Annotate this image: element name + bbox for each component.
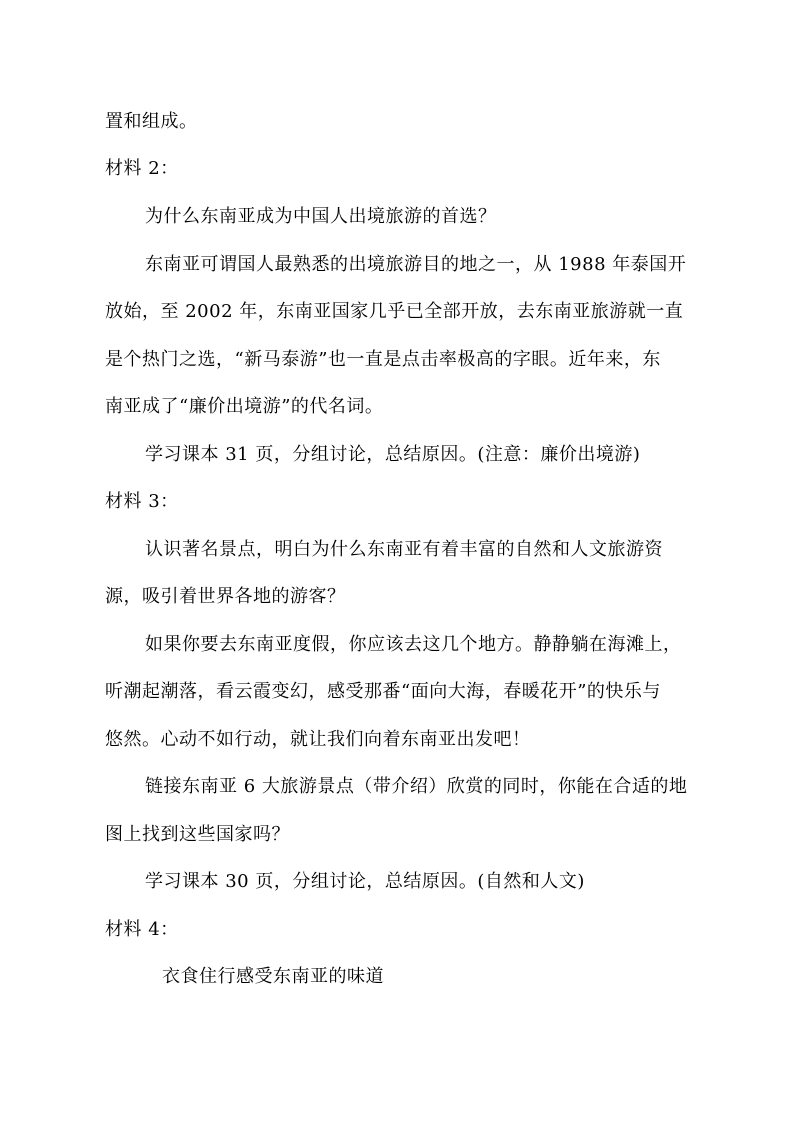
paragraph-line: 认识著名景点，明白为什么东南亚有着丰富的自然和人文旅游资 [145,539,663,560]
heading-material-4: 材料 4： [105,919,179,940]
paragraph-line: 是个热门之选，“新马泰游”也一直是点击率极高的字眼。近年来，东 [105,349,661,370]
paragraph-line: 东南亚可谓国人最熟悉的出境旅游目的地之一，从 1988 年泰国开 [145,254,687,275]
question-line: 为什么东南亚成为中国人出境旅游的首选？ [145,206,497,227]
paragraph-line: 链接东南亚 6 大旅游景点（带介绍）欣赏的同时，你能在合适的地 [145,776,688,797]
heading-material-3: 材料 3： [105,491,179,512]
paragraph-line: 南亚成了“廉价出境游”的代名词。 [105,396,384,417]
paragraph-line: 衣食住行感受东南亚的味道 [162,966,384,987]
paragraph-line: 悠然。心动不如行动，就让我们向着东南亚出发吧！ [105,729,531,750]
paragraph-line: 图上找到这些国家吗？ [105,824,290,845]
paragraph-line: 放始，至 2002 年，东南亚国家几乎已全部开放，去东南亚旅游就一直 [105,301,684,322]
task-line: 学习课本 31 页，分组讨论，总结原因。(注意：廉价出境游) [145,444,641,465]
paragraph-line: 如果你要去东南亚度假，你应该去这几个地方。静静躺在海滩上， [145,634,682,655]
paragraph-line: 听潮起潮落，看云霞变幻，感受那番“面向大海，春暖花开”的快乐与 [105,681,661,702]
heading-material-2: 材料 2： [105,158,179,179]
paragraph-line: 源，吸引着世界各地的游客？ [105,586,346,607]
task-line: 学习课本 30 页，分组讨论，总结原因。(自然和人文) [145,871,585,892]
text-line-continuation: 置和组成。 [105,111,198,132]
